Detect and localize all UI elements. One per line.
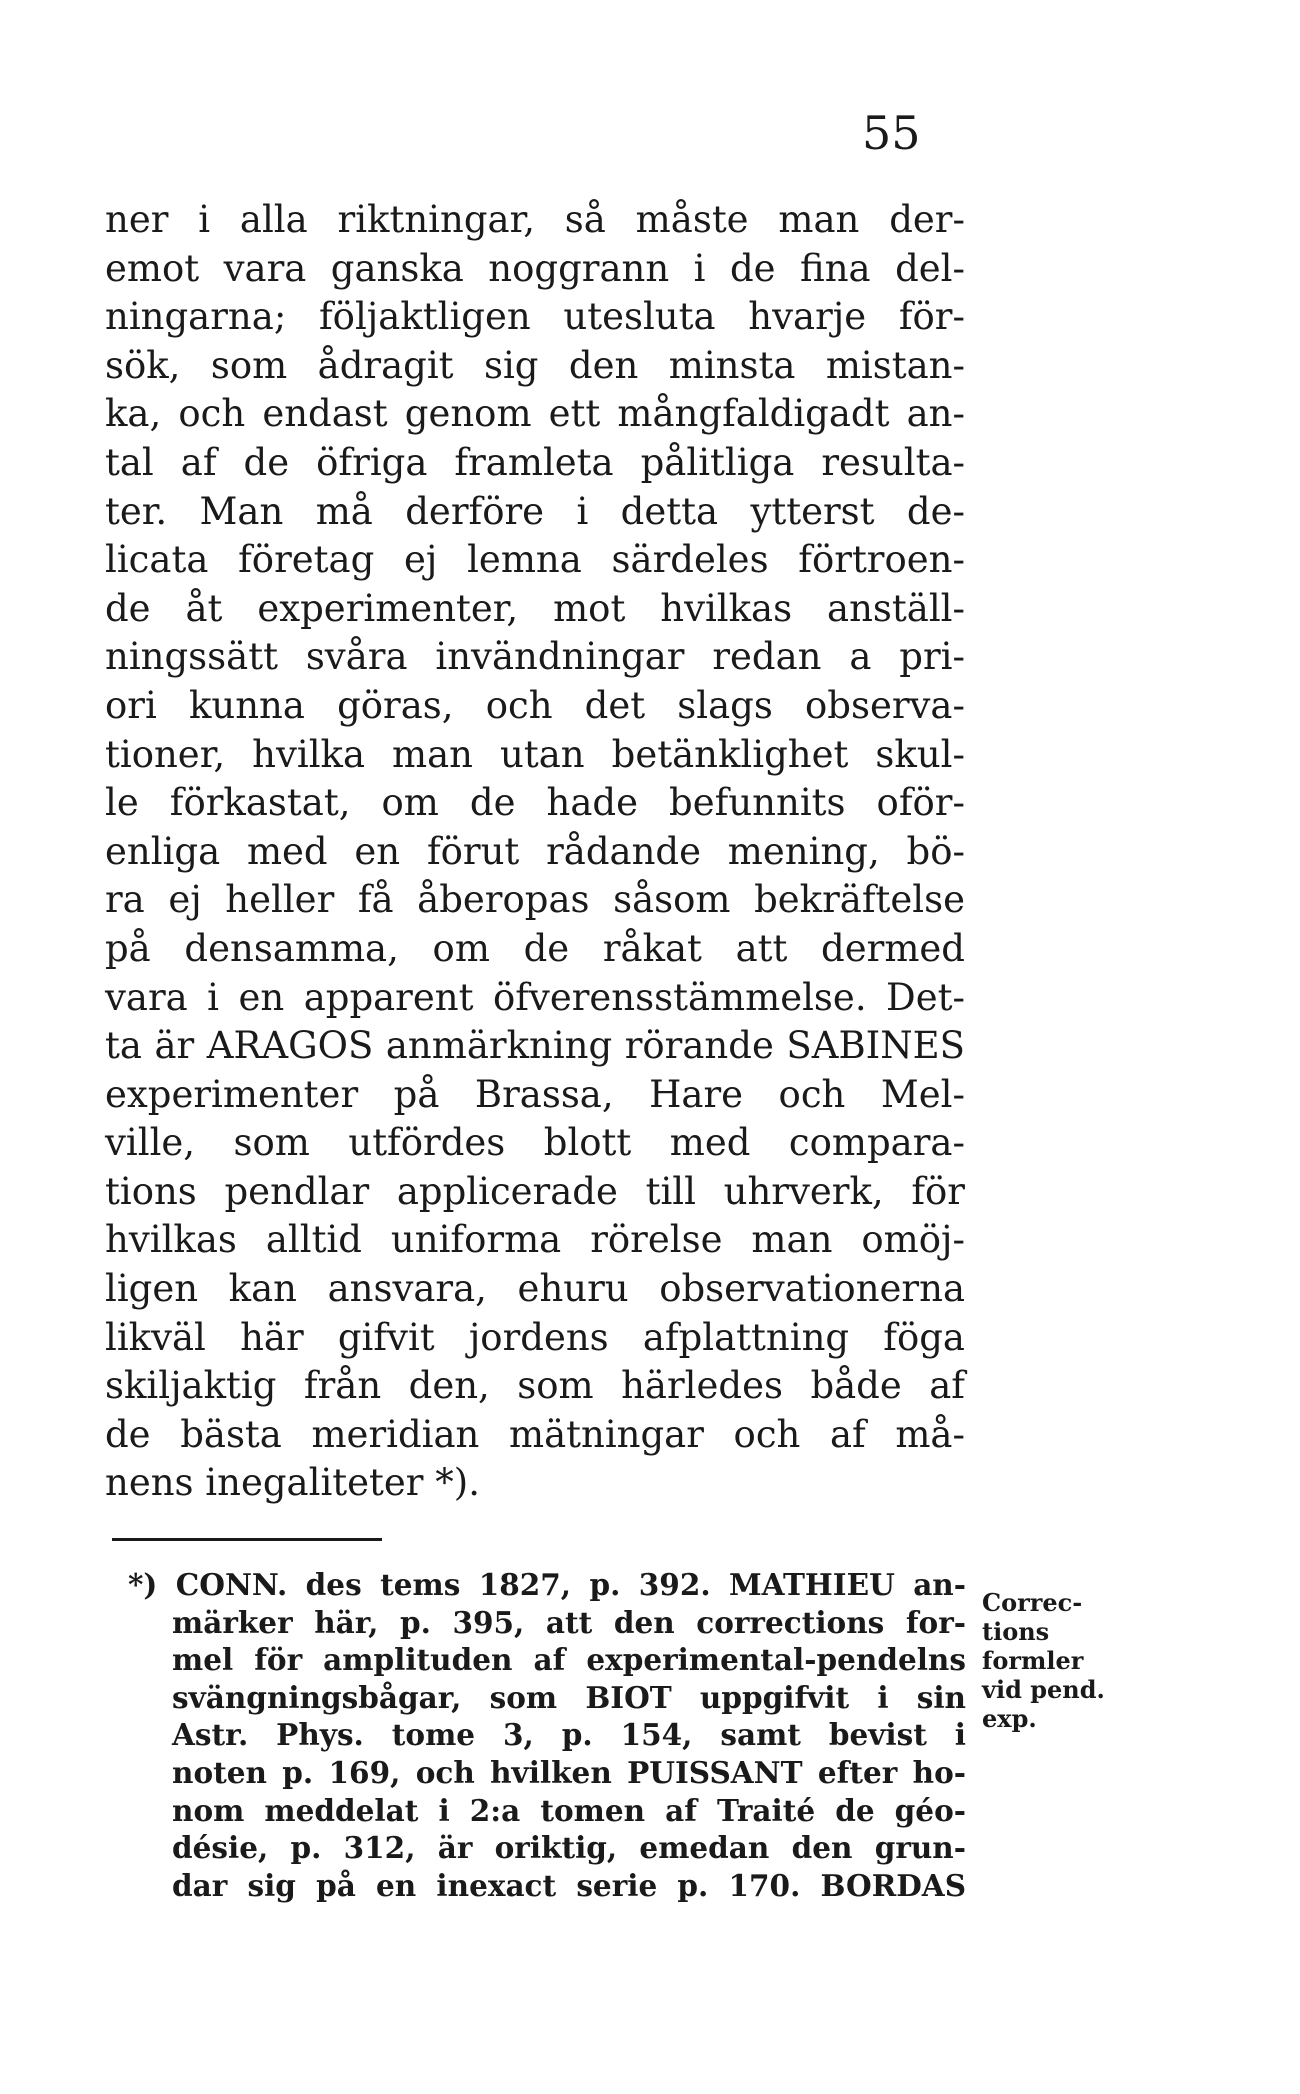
body-line: ka, och endast genom ett mångfaldigadt an- — [105, 392, 965, 436]
body-line: ningarna; följaktligen utesluta hvarje för- — [105, 295, 965, 339]
footnote-divider — [112, 1538, 382, 1541]
body-line: likväl här gifvit jordens afplattning föga — [105, 1315, 965, 1359]
footnote-line: Astr. Phys. tome 3, p. 154, samt bevist i — [172, 1717, 966, 1753]
body-line: emot vara ganska noggrann i de fina del- — [105, 246, 965, 290]
footnote-line: *) CONN. des tems 1827, p. 392. MATHIEU an- — [128, 1567, 966, 1602]
footnote-line: noten p. 169, och hvilken PUISSANT efter ho- — [172, 1754, 966, 1790]
margin-note — [982, 1588, 1105, 1733]
body-line: tioner, hvilka man utan betänklighet skul- — [105, 732, 965, 776]
footnote-line: nom meddelat i 2:a tomen af Traité de géo- — [172, 1792, 966, 1828]
body-line: ligen kan ansvara, ehuru observationerna — [105, 1267, 965, 1311]
body-line: skiljaktig från den, som härledes både af — [105, 1364, 965, 1408]
body-line: de bästa meridian mätningar och af må- — [105, 1412, 965, 1456]
body-line: enliga med en förut rådande mening, bö- — [105, 829, 965, 873]
footnote-line: mel för amplituden af experimental-pendelns — [172, 1642, 966, 1678]
body-line: på densamma, om de råkat att dermed — [105, 926, 965, 970]
margin-note-line: tions — [982, 1617, 1050, 1646]
footnote-line: désie, p. 312, är oriktig, emedan den grun- — [172, 1830, 966, 1866]
body-line: ori kunna göras, och det slags observa- — [105, 683, 965, 727]
footnote-line: dar sig på en inexact serie p. 170. BORDAS — [172, 1867, 966, 1903]
margin-note-line: formler — [982, 1646, 1084, 1675]
body-line: ningssätt svåra invändningar redan a pri- — [105, 635, 965, 679]
body-line: ta är ARAGOS anmärkning rörande SABINES — [105, 1024, 965, 1068]
footnote — [128, 1566, 966, 1904]
body-line: ra ej heller få åberopas såsom bekräftelse — [105, 878, 965, 922]
body-line: vara i en apparent öfverensstämmelse. Det- — [105, 975, 965, 1019]
body-line: ter. Man må derföre i detta ytterst de- — [105, 489, 965, 533]
page-number: 55 — [862, 106, 921, 160]
body-line: ville, som utfördes blott med compara- — [105, 1121, 965, 1165]
margin-note-line: exp. — [982, 1704, 1037, 1733]
footnote-line: svängningsbågar, som BIOT uppgifvit i sin — [172, 1679, 966, 1715]
body-line: licata företag ej lemna särdeles förtroen- — [105, 538, 965, 582]
body-line: sök, som ådragit sig den minsta mistan- — [105, 343, 965, 387]
body-line: de åt experimenter, mot hvilkas anställ- — [105, 586, 965, 630]
body-text — [105, 196, 965, 1508]
body-line: ner i alla riktningar, så måste man der- — [105, 198, 965, 241]
body-line: nens inegaliteter *). — [105, 1461, 480, 1505]
body-line: le förkastat, om de hade befunnits oför- — [105, 781, 965, 825]
margin-note-line: Correc- — [982, 1588, 1083, 1617]
body-line: hvilkas alltid uniforma rörelse man omöj- — [105, 1218, 965, 1262]
body-line: tions pendlar applicerade till uhrverk, för — [105, 1169, 965, 1213]
margin-note-line: vid pend. — [982, 1675, 1105, 1704]
body-line: tal af de öfriga framleta pålitliga resulta- — [105, 440, 965, 484]
footnote-line: märker här, p. 395, att den corrections for- — [172, 1604, 966, 1640]
body-line: experimenter på Brassa, Hare och Mel- — [105, 1072, 965, 1116]
